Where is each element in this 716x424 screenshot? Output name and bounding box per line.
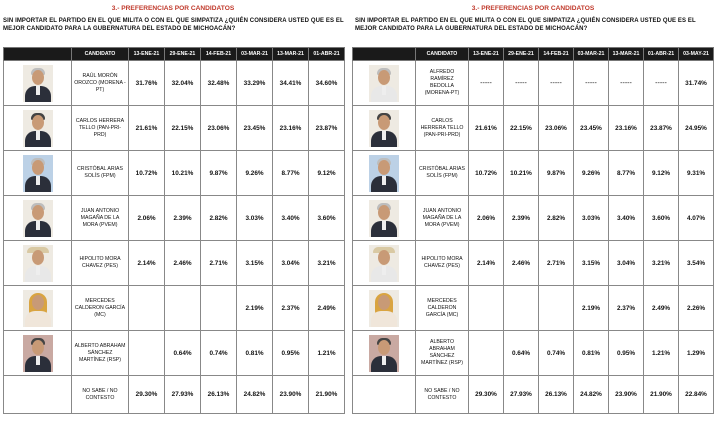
- table-row: [4, 151, 345, 196]
- poll-value: 29.30%: [129, 376, 165, 414]
- poll-value: 10.72%: [129, 151, 165, 196]
- header-date: 03-MAR-21: [574, 48, 609, 61]
- poll-value: -----: [539, 61, 574, 106]
- poll-value: 9.87%: [539, 151, 574, 196]
- preferences-table: [352, 47, 714, 414]
- photo-cell: [4, 376, 72, 414]
- poll-value: 21.61%: [129, 106, 165, 151]
- poll-value: -----: [504, 61, 539, 106]
- preferences-table: [3, 47, 345, 414]
- candidate-photo: [369, 200, 399, 237]
- poll-value: 27.93%: [504, 376, 539, 414]
- poll-value: 26.13%: [539, 376, 574, 414]
- poll-value: 9.31%: [679, 151, 714, 196]
- poll-value: 2.71%: [201, 241, 237, 286]
- poll-value: 2.14%: [129, 241, 165, 286]
- candidate-name: HIPOLITO MORA CHAVEZ (PES): [416, 241, 469, 286]
- poll-value: 34.41%: [273, 61, 309, 106]
- question-line-1: SIN IMPORTAR EL PARTIDO EN EL QUE MILITA O CON EL QUE SIMPATIZA ¿QUIÉN CONSIDERA USTED QUE ES EL: [355, 18, 696, 24]
- poll-value: 10.21%: [504, 151, 539, 196]
- candidate-name: CARLOS HERRERA TELLO (PAN-PRI-PRD): [72, 106, 129, 151]
- table-row: [353, 331, 714, 376]
- survey-question: [355, 17, 714, 33]
- poll-value: 21.61%: [469, 106, 504, 151]
- poll-value: 23.16%: [609, 106, 644, 151]
- table-row: [353, 106, 714, 151]
- poll-value: 3.15%: [574, 241, 609, 286]
- photo-cell: [353, 151, 416, 196]
- table-row: [353, 151, 714, 196]
- poll-value: [129, 286, 165, 331]
- candidate-name: NO SABE / NO CONTESTO: [416, 376, 469, 414]
- poll-value: 32.48%: [201, 61, 237, 106]
- poll-value: 2.26%: [679, 286, 714, 331]
- photo-cell: [4, 241, 72, 286]
- candidate-name: ALBERTO ABRAHAM SÁNCHEZ MARTÍNEZ (RSP): [72, 331, 129, 376]
- poll-value: [504, 286, 539, 331]
- candidate-photo: [369, 110, 399, 147]
- poll-value: 2.46%: [165, 241, 201, 286]
- photo-cell: [353, 331, 416, 376]
- poll-value: [201, 286, 237, 331]
- table-row: [353, 286, 714, 331]
- photo-cell: [4, 196, 72, 241]
- poll-value: 3.03%: [237, 196, 273, 241]
- question-line-2: MEJOR CANDIDATO PARA LA GUBERNATURA DEL ESTADO DE MICHOACÁN?: [355, 26, 588, 32]
- poll-value: 24.95%: [679, 106, 714, 151]
- poll-value: 9.12%: [644, 151, 679, 196]
- candidate-photo: [23, 335, 53, 372]
- poll-value: 2.19%: [574, 286, 609, 331]
- candidate-name: JUAN ANTONIO MAGAÑA DE LA MORA (PVEM): [72, 196, 129, 241]
- poll-value: 3.21%: [309, 241, 345, 286]
- header-date: 13-MAR-21: [273, 48, 309, 61]
- poll-value: 23.06%: [539, 106, 574, 151]
- poll-value: 0.64%: [165, 331, 201, 376]
- poll-value: 0.74%: [539, 331, 574, 376]
- photo-cell: [353, 61, 416, 106]
- header-date: 03-MAR-21: [237, 48, 273, 61]
- question-line-2: MEJOR CANDIDATO PARA LA GUBERNATURA DEL ESTADO DE MICHOACÁN?: [3, 26, 236, 32]
- poll-value: 3.21%: [644, 241, 679, 286]
- table-row-no-answer: [353, 376, 714, 414]
- poll-value: 29.30%: [469, 376, 504, 414]
- poll-value: [539, 286, 574, 331]
- poll-value: 2.06%: [129, 196, 165, 241]
- candidate-name: CRISTÓBAL ARIAS SOLÍS (FPM): [72, 151, 129, 196]
- candidate-name: CRISTÓBAL ARIAS SOLÍS (FPM): [416, 151, 469, 196]
- photo-cell: [353, 196, 416, 241]
- table-row: [4, 61, 345, 106]
- header-date: 01-ABR-21: [309, 48, 345, 61]
- candidate-photo: [369, 65, 399, 102]
- poll-value: 3.40%: [609, 196, 644, 241]
- poll-value: 21.90%: [309, 376, 345, 414]
- candidate-photo: [23, 110, 53, 147]
- poll-value: 4.07%: [679, 196, 714, 241]
- poll-value: [129, 331, 165, 376]
- poll-value: 26.13%: [201, 376, 237, 414]
- survey-question: [3, 17, 346, 33]
- candidate-photo: [369, 335, 399, 372]
- table-row: [4, 286, 345, 331]
- poll-value: 10.21%: [165, 151, 201, 196]
- header-date: 13-ENE-21: [469, 48, 504, 61]
- poll-value: 0.74%: [201, 331, 237, 376]
- poll-value: 21.90%: [644, 376, 679, 414]
- header-date: 14-FEB-21: [539, 48, 574, 61]
- poll-value: 23.90%: [273, 376, 309, 414]
- poll-value: 2.49%: [644, 286, 679, 331]
- poll-value: 2.82%: [201, 196, 237, 241]
- poll-value: 8.77%: [609, 151, 644, 196]
- poll-value: 2.19%: [237, 286, 273, 331]
- candidate-photo: [23, 290, 53, 327]
- poll-value: 10.72%: [469, 151, 504, 196]
- poll-value: 23.45%: [574, 106, 609, 151]
- photo-cell: [353, 376, 416, 414]
- table-row-no-answer: [4, 376, 345, 414]
- poll-value: 34.60%: [309, 61, 345, 106]
- poll-value: 3.15%: [237, 241, 273, 286]
- candidate-name: ALBERTO ABRAHAM SÁNCHEZ MARTÍNEZ (RSP): [416, 331, 469, 376]
- photo-cell: [4, 151, 72, 196]
- poll-value: [165, 286, 201, 331]
- poll-value: 9.26%: [574, 151, 609, 196]
- poll-value: 23.06%: [201, 106, 237, 151]
- poll-value: 3.04%: [609, 241, 644, 286]
- poll-value: 9.87%: [201, 151, 237, 196]
- poll-value: 31.74%: [679, 61, 714, 106]
- candidate-name: NO SABE / NO CONTESTO: [72, 376, 129, 414]
- poll-value: 2.37%: [609, 286, 644, 331]
- poll-value: [469, 286, 504, 331]
- poll-value: 1.29%: [679, 331, 714, 376]
- candidate-photo: [23, 65, 53, 102]
- table-row: [353, 241, 714, 286]
- candidate-name: ALFREDO RAMÍREZ BEDOLLA (MORENA-PT): [416, 61, 469, 106]
- poll-value: 23.87%: [644, 106, 679, 151]
- header-date: 13-MAR-21: [609, 48, 644, 61]
- candidate-name: HIPOLITO MORA CHAVEZ (PES): [72, 241, 129, 286]
- table-row: [353, 196, 714, 241]
- header-date: 13-ENE-21: [129, 48, 165, 61]
- candidate-name: MERCEDES CALDERON GARCÍA (MC): [416, 286, 469, 331]
- candidate-photo: [369, 290, 399, 327]
- candidate-photo: [23, 155, 53, 192]
- photo-cell: [4, 61, 72, 106]
- header-date: 29-ENE-21: [165, 48, 201, 61]
- header-date: 03-MAY-21: [679, 48, 714, 61]
- poll-value: 3.03%: [574, 196, 609, 241]
- poll-value: 3.60%: [309, 196, 345, 241]
- poll-value: 2.14%: [469, 241, 504, 286]
- poll-value: 2.71%: [539, 241, 574, 286]
- header-candidate: CANDIDATO: [72, 48, 129, 61]
- photo-header: [4, 48, 72, 61]
- poll-value: 0.81%: [574, 331, 609, 376]
- poll-value: -----: [469, 61, 504, 106]
- panel-title: 3.- PREFERENCIAS POR CANDIDATOS: [111, 5, 235, 12]
- poll-value: 2.06%: [469, 196, 504, 241]
- poll-value: 9.12%: [309, 151, 345, 196]
- header-row: [4, 48, 345, 61]
- header-row: [353, 48, 714, 61]
- right-panel: [352, 0, 714, 401]
- poll-value: 2.37%: [273, 286, 309, 331]
- poll-value: 1.21%: [309, 331, 345, 376]
- poll-value: 8.77%: [273, 151, 309, 196]
- header-candidate: CANDIDATO: [416, 48, 469, 61]
- poll-value: 2.39%: [165, 196, 201, 241]
- poll-value: 3.60%: [644, 196, 679, 241]
- left-panel: [0, 0, 346, 401]
- poll-value: -----: [644, 61, 679, 106]
- header-date: 29-ENE-21: [504, 48, 539, 61]
- candidate-photo: [23, 245, 53, 282]
- candidate-photo: [369, 155, 399, 192]
- poll-value: -----: [609, 61, 644, 106]
- header-date: 01-ABR-21: [644, 48, 679, 61]
- header-date: 14-FEB-21: [201, 48, 237, 61]
- poll-value: 32.04%: [165, 61, 201, 106]
- candidate-name: CARLOS HERRERA TELLO (PAN-PRI-PRD): [416, 106, 469, 151]
- poll-value: 23.87%: [309, 106, 345, 151]
- poll-value: 22.15%: [504, 106, 539, 151]
- poll-value: 27.93%: [165, 376, 201, 414]
- table-row: [4, 106, 345, 151]
- poll-value: 2.39%: [504, 196, 539, 241]
- poll-value: 3.54%: [679, 241, 714, 286]
- panel-title: 3.- PREFERENCIAS POR CANDIDATOS: [471, 5, 595, 12]
- poll-value: -----: [574, 61, 609, 106]
- poll-value: 0.95%: [609, 331, 644, 376]
- poll-value: 23.16%: [273, 106, 309, 151]
- candidate-name: MERCEDES CALDERON GARCÍA (MC): [72, 286, 129, 331]
- table-row: [353, 61, 714, 106]
- photo-header: [353, 48, 416, 61]
- poll-value: 23.90%: [609, 376, 644, 414]
- poll-value: 2.49%: [309, 286, 345, 331]
- poll-value: 0.64%: [504, 331, 539, 376]
- poll-value: 3.40%: [273, 196, 309, 241]
- photo-cell: [4, 331, 72, 376]
- poll-value: 31.76%: [129, 61, 165, 106]
- poll-value: 22.84%: [679, 376, 714, 414]
- table-row: [4, 241, 345, 286]
- photo-cell: [353, 106, 416, 151]
- poll-value: 0.95%: [273, 331, 309, 376]
- poll-value: 1.21%: [644, 331, 679, 376]
- poll-value: 9.26%: [237, 151, 273, 196]
- photo-cell: [353, 241, 416, 286]
- candidate-name: JUAN ANTONIO MAGAÑA DE LA MORA (PVEM): [416, 196, 469, 241]
- poll-value: 2.46%: [504, 241, 539, 286]
- table-row: [4, 196, 345, 241]
- poll-value: 0.81%: [237, 331, 273, 376]
- poll-value: 2.82%: [539, 196, 574, 241]
- poll-value: 22.15%: [165, 106, 201, 151]
- poll-value: 24.82%: [237, 376, 273, 414]
- photo-cell: [4, 106, 72, 151]
- poll-value: [469, 331, 504, 376]
- photo-cell: [353, 286, 416, 331]
- question-line-1: SIN IMPORTAR EL PARTIDO EN EL QUE MILITA O CON EL QUE SIMPATIZA ¿QUIÉN CONSIDERA USTED QUE ES EL: [3, 18, 344, 24]
- poll-value: 23.45%: [237, 106, 273, 151]
- candidate-name: RAÚL MORÓN OROZCO (MORENA -PT): [72, 61, 129, 106]
- poll-value: 3.04%: [273, 241, 309, 286]
- table-row: [4, 331, 345, 376]
- candidate-photo: [23, 200, 53, 237]
- photo-cell: [4, 286, 72, 331]
- poll-value: 24.82%: [574, 376, 609, 414]
- poll-value: 33.29%: [237, 61, 273, 106]
- candidate-photo: [369, 245, 399, 282]
